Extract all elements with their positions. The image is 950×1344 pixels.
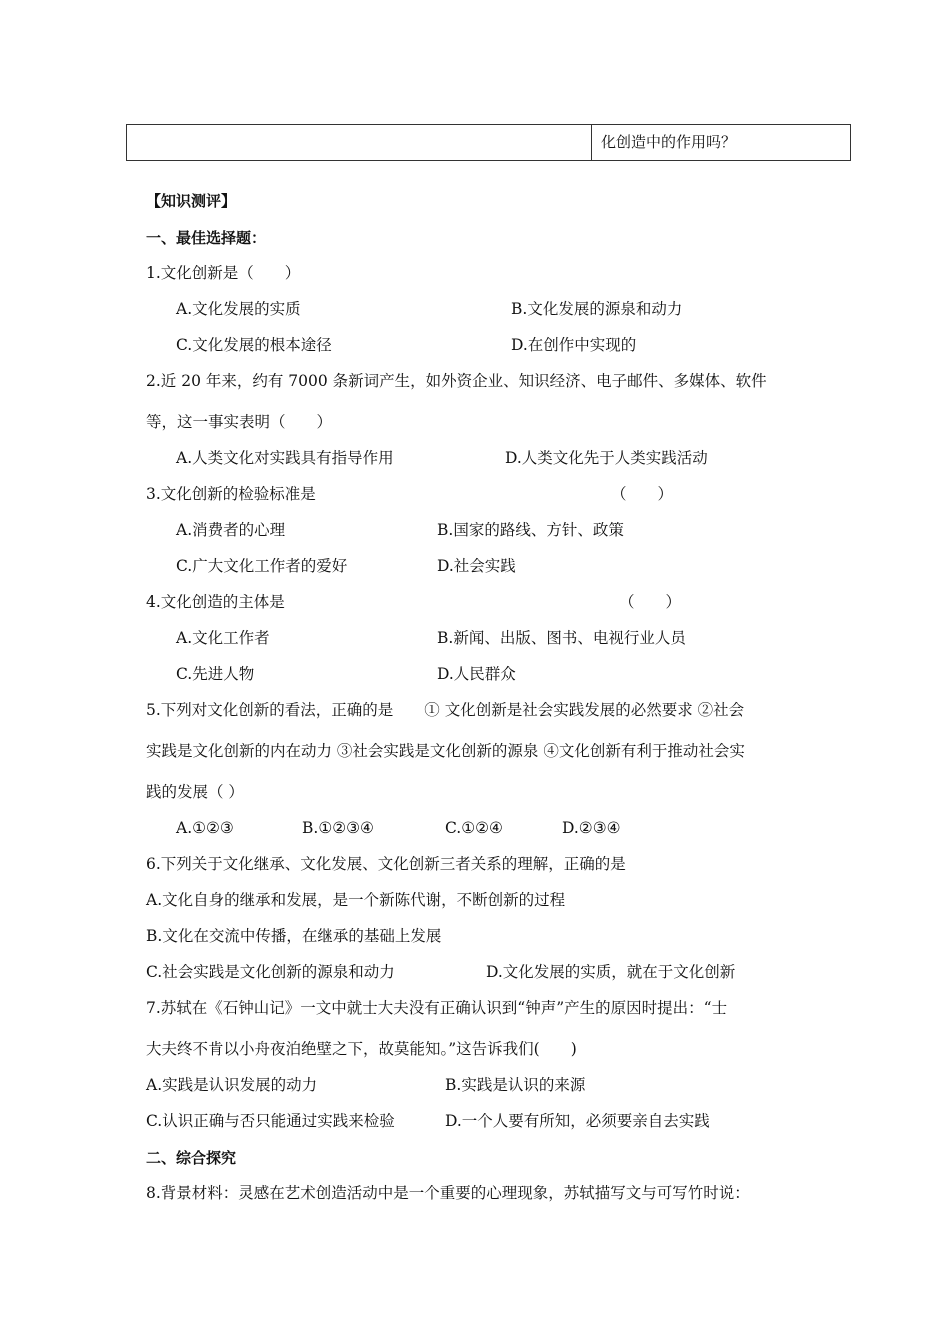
q5-stem-line1: 5.下列对文化创新的看法，正确的是 ① 文化创新是社会实践发展的必然要求 ②社会 (146, 701, 745, 719)
q3-option-d: D.社会实践 (437, 557, 516, 575)
q7-option-c: C.认识正确与否只能通过实践来检验 (146, 1112, 395, 1130)
q1-option-b: B.文化发展的源泉和动力 (511, 300, 683, 318)
q1-option-a: A.文化发展的实质 (176, 300, 301, 318)
q7-option-a: A.实践是认识发展的动力 (146, 1076, 318, 1094)
q3-stem: 3.文化创新的检验标准是 (146, 485, 316, 503)
q3-option-b: B.国家的路线、方针、政策 (437, 521, 624, 539)
q5-option-a: A.①②③ (176, 819, 234, 837)
q8-stem-line1: 8.背景材料：灵感在艺术创造活动中是一个重要的心理现象，苏轼描写文与可写竹时说： (146, 1184, 750, 1202)
q6-option-b: B.文化在交流中传播，在继承的基础上发展 (146, 927, 442, 945)
part2-title: 二、综合探究 (146, 1149, 237, 1167)
q4-option-a: A.文化工作者 (176, 629, 270, 647)
q6-option-c: C.社会实践是文化创新的源泉和动力 (146, 963, 395, 981)
q5-stem-line3: 践的发展（ ） (146, 783, 244, 801)
q6-option-a: A.文化自身的继承和发展，是一个新陈代谢，不断创新的过程 (146, 891, 566, 909)
q7-stem-line2: 大夫终不肯以小舟夜泊绝壁之下，故莫能知。”这告诉我们( ) (146, 1040, 577, 1058)
q1-option-c: C.文化发展的根本途径 (176, 336, 332, 354)
table-divider (591, 125, 592, 160)
q7-option-d: D.一个人要有所知，必须要亲自去实践 (445, 1112, 710, 1130)
q4-option-d: D.人民群众 (437, 665, 516, 683)
q5-option-c: C.①②④ (445, 819, 503, 837)
q3-option-c: C.广大文化工作者的爱好 (176, 557, 348, 575)
q1-option-d: D.在创作中实现的 (511, 336, 637, 354)
q2-stem-line2: 等，这一事实表明（ ） (146, 413, 333, 431)
q7-option-b: B.实践是认识的来源 (445, 1076, 586, 1094)
q2-option-d: D.人类文化先于人类实践活动 (505, 449, 708, 467)
q5-stem-line2: 实践是文化创新的内在动力 ③社会实践是文化创新的源泉 ④文化创新有利于推动社会实 (146, 742, 745, 760)
q5-option-b: B.①②③④ (302, 819, 374, 837)
q1-stem: 1.文化创新是（ ） (146, 264, 301, 282)
q6-option-d: D.文化发展的实质，就在于文化创新 (486, 963, 736, 981)
q7-stem-line1: 7.苏轼在《石钟山记》一文中就士大夫没有正确认识到“钟声”产生的原因时提出：“士 (146, 999, 728, 1017)
q3-option-a: A.消费者的心理 (176, 521, 286, 539)
table-fragment (126, 124, 851, 161)
part1-title: 一、最佳选择题： (146, 229, 267, 247)
q3-answer-paren: （ ） (611, 485, 674, 503)
table-cell-right: 化创造中的作用吗？ (601, 133, 737, 151)
q4-answer-paren: （ ） (619, 593, 682, 611)
q6-stem: 6.下列关于文化继承、文化发展、文化创新三者关系的理解，正确的是 (146, 855, 626, 873)
q4-option-b: B.新闻、出版、图书、电视行业人员 (437, 629, 686, 647)
section-title: 【知识测评】 (146, 192, 237, 210)
q5-option-d: D.②③④ (562, 819, 621, 837)
q4-stem: 4.文化创造的主体是 (146, 593, 285, 611)
q2-stem-line1: 2.近 20 年来，约有 7000 条新词产生，如外资企业、知识经济、电子邮件、多媒体、软件 (146, 372, 767, 390)
q4-option-c: C.先进人物 (176, 665, 255, 683)
q2-option-a: A.人类文化对实践具有指导作用 (176, 449, 394, 467)
